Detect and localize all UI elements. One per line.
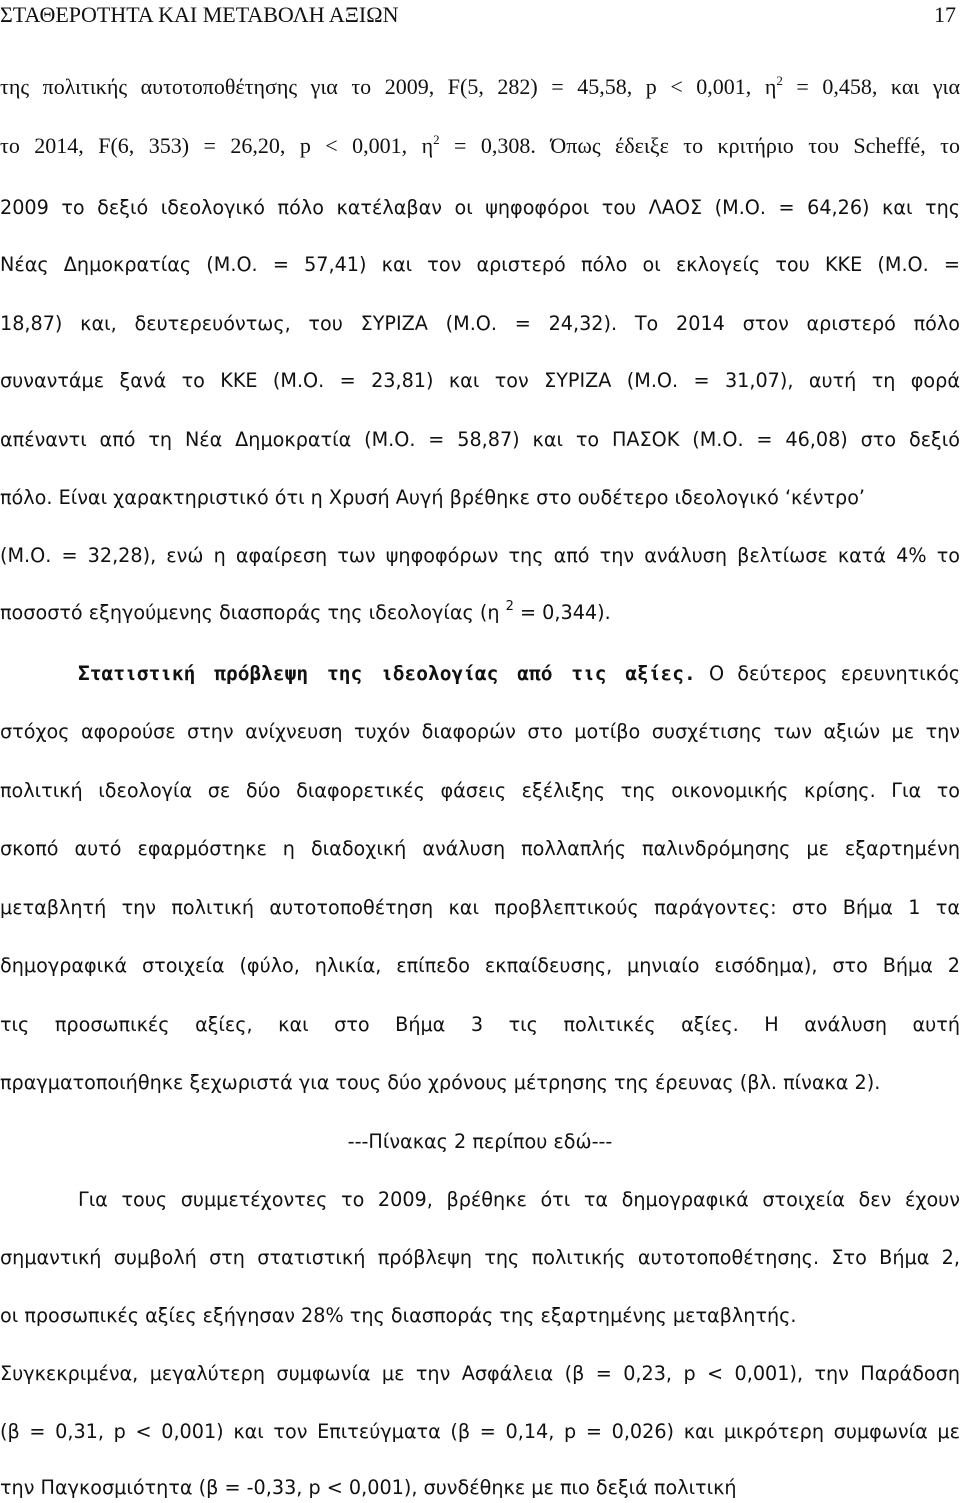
body-line: πραγματοποιήθηκε ξεχωριστά για τους δύο χρόνους μέτρησης της έρευνας (βλ. πίνακα 2). bbox=[0, 1071, 881, 1094]
table-placement-note: ---Πίνακας 2 περίπου εδώ--- bbox=[347, 1130, 613, 1153]
body-line: δημογραφικά στοιχεία (φύλο, ηλικία, επίπεδο εκπαίδευσης, μηνιαίο εισόδημα), στο Βήμα 2 bbox=[0, 954, 960, 977]
body-line: Συγκεκριμένα, μεγαλύτερη συμφωνία με την Ασφάλεια (β = 0,23, p < 0,001), την Παράδοση bbox=[0, 1362, 960, 1385]
body-line: στόχος αφορούσε στην ανίχνευση τυχόν διαφορών στο μοτίβο συσχέτισης των αξιών με την bbox=[0, 720, 960, 743]
body-line: μεταβλητή την πολιτική αυτοτοποθέτηση και προβλεπτικούς παράγοντες: στο Βήμα 1 τα bbox=[0, 896, 960, 919]
section-line: Στατιστική πρόβλεψη της ιδεολογίας από τις αξίες. Ο δεύτερος ερευνητικός bbox=[78, 662, 960, 685]
running-header bbox=[0, 2, 960, 38]
body-line: πόλο. Είναι χαρακτηριστικό ότι η Χρυσή Αυγή βρέθηκε στο ουδέτερο ιδεολογικό ‘κέντρο’ bbox=[0, 486, 866, 509]
body-line: Νέας Δημοκρατίας (Μ.Ο. = 57,41) και τον αριστερό πόλο οι εκλογείς του ΚΚΕ (Μ.Ο. = bbox=[0, 253, 960, 276]
body-line: (β = 0,31, p < 0,001) και τον Επιτεύγματα (β = 0,14, p = 0,026) και μικρότερη συμφωνία με bbox=[0, 1420, 960, 1443]
body-line: της πολιτικής αυτοτοποθέτησης για το 2009, F(5, 282) = 45,58, p < 0,001, $\eta^2 = 0,458$, και για bbox=[0, 73, 960, 99]
body-line: Για τους συμμετέχοντες το 2009, βρέθηκε ότι τα δημογραφικά στοιχεία δεν έχουν bbox=[78, 1188, 960, 1211]
body-line: σημαντική συμβολή στη στατιστική πρόβλεψη της πολιτικής αυτοτοποθέτησης. Στο Βήμα 2, bbox=[0, 1246, 960, 1269]
body-line: 2009 το δεξιό ιδεολογικό πόλο κατέλαβαν οι ψηφοφόροι του ΛΑΟΣ (Μ.Ο. = 64,26) και της bbox=[0, 196, 960, 219]
body-line: οι προσωπικές αξίες εξήγησαν 28% της διασποράς της εξαρτημένης μεταβλητής. bbox=[0, 1304, 797, 1327]
body-line: 18,87) και, δευτερευόντως, του ΣΥΡΙΖΑ (Μ.Ο. = 24,32). Το 2014 στον αριστερό πόλο bbox=[0, 312, 960, 335]
running-header-title: ΣΤΑΘΕΡΟΤΗΤΑ ΚΑΙ ΜΕΤΑΒΟΛΗ ΑΞΙΩΝ bbox=[0, 2, 399, 27]
body-line: πολιτική ιδεολογία σε δύο διαφορετικές φάσεις εξέλιξης της οικονομικής κρίσης. Για το bbox=[0, 779, 960, 802]
body-line: (Μ.Ο. = 32,28), ενώ η αφαίρεση των ψηφοφόρων της από την ανάλυση βελτίωσε κατά 4% το bbox=[0, 544, 960, 567]
body-line: ποσοστό εξηγούμενης διασποράς της ιδεολογίας (η $^2$ = 0,344). bbox=[0, 599, 611, 624]
body-line: την Παγκοσμιότητα (β = -0,33, p < 0,001), συνδέθηκε με πιο δεξιά πολιτική bbox=[0, 1476, 737, 1499]
body-line: απέναντι από τη Νέα Δημοκρατία (Μ.Ο. = 58,87) και το ΠΑΣΟΚ (Μ.Ο. = 46,08) στο δεξιό bbox=[0, 428, 960, 451]
body-line: τις προσωπικές αξίες, και στο Βήμα 3 τις πολιτικές αξίες. Η ανάλυση αυτή bbox=[0, 1013, 960, 1036]
body-line: σκοπό αυτό εφαρμόστηκε η διαδοχική ανάλυση πολλαπλής παλινδρόμησης με εξαρτημένη bbox=[0, 837, 960, 860]
page-number: 17 bbox=[934, 2, 956, 27]
section-heading: Στατιστική πρόβλεψη της ιδεολογίας από τις αξίες. bbox=[78, 662, 696, 685]
body-line: το 2014, F(6, 353) = 26,20, p < 0,001, $\eta^2 = 0,308$. Όπως έδειξε το κριτήριο του Scheffé, το bbox=[0, 132, 960, 158]
body-line: συναντάμε ξανά το ΚΚΕ (Μ.Ο. = 23,81) και τον ΣΥΡΙΖΑ (Μ.Ο. = 31,07), αυτή τη φορά bbox=[0, 369, 960, 392]
